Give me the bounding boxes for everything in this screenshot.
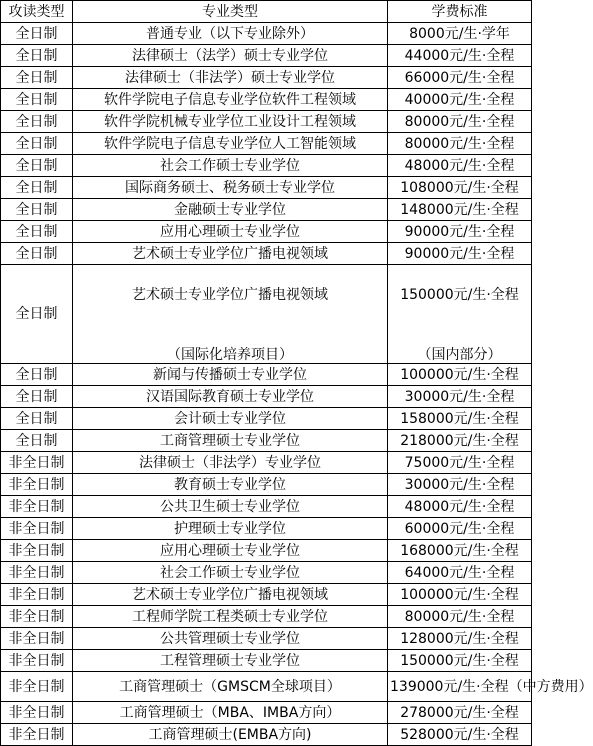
program-cell: 应用心理硕士专业学位 [73, 221, 388, 243]
study-type-cell: 全日制 [1, 364, 73, 386]
fee-main-text: 150000元/生·全程 [400, 287, 519, 303]
study-type-cell: 全日制 [1, 45, 73, 67]
study-type-cell: 非全日制 [1, 518, 73, 540]
program-cell: 金融硕士专业学位 [73, 199, 388, 221]
study-type-cell: 全日制 [1, 89, 73, 111]
table-row-international [1, 265, 532, 364]
table-row [1, 67, 532, 89]
fee-cell: 60000元/生·全程 [388, 518, 532, 540]
program-cell: 工商管理硕士（GMSCM全球项目） [73, 672, 388, 702]
fee-cell: 80000元/生·全程 [388, 133, 532, 155]
study-type-cell: 非全日制 [1, 474, 73, 496]
fee-note-text: （国内部分） [417, 347, 502, 363]
table-row [1, 562, 532, 584]
table-row [1, 628, 532, 650]
program-cell: 社会工作硕士专业学位 [73, 155, 388, 177]
program-cell [73, 265, 388, 364]
fee-cell: 90000元/生·全程 [388, 243, 532, 265]
fee-cell: 148000元/生·全程 [388, 199, 532, 221]
fee-cell: 168000元/生·全程 [388, 540, 532, 562]
table-row [1, 364, 532, 386]
program-cell: 艺术硕士专业学位广播电视领域 [73, 584, 388, 606]
header-fee: 学费标准 [388, 1, 532, 23]
program-cell: 汉语国际教育硕士专业学位 [73, 386, 388, 408]
table-row [1, 243, 532, 265]
fee-cell: 80000元/生·全程 [388, 606, 532, 628]
fee-cell [388, 265, 532, 364]
fee-cell: 48000元/生·全程 [388, 155, 532, 177]
fee-cell: 108000元/生·全程 [388, 177, 532, 199]
program-cell: 公共卫生硕士专业学位 [73, 496, 388, 518]
study-type-cell: 全日制 [1, 221, 73, 243]
table-row [1, 155, 532, 177]
fee-cell: 48000元/生·全程 [388, 496, 532, 518]
table-row [1, 23, 532, 45]
program-cell: 法律硕士（非法学）硕士专业学位 [73, 67, 388, 89]
program-cell: 国际商务硕士、税务硕士专业学位 [73, 177, 388, 199]
table-row [1, 408, 532, 430]
study-type-cell: 全日制 [1, 133, 73, 155]
program-cell: 公共管理硕士专业学位 [73, 628, 388, 650]
program-cell: 工商管理硕士（MBA、IMBA方向） [73, 702, 388, 724]
fee-cell: 139000元/生·全程（中方费用） [388, 672, 532, 702]
fee-cell: 75000元/生·全程 [388, 452, 532, 474]
study-type-cell: 非全日制 [1, 650, 73, 672]
study-type-cell: 全日制 [1, 67, 73, 89]
study-type-cell: 全日制 [1, 177, 73, 199]
study-type-cell: 全日制 [1, 265, 73, 364]
program-cell: 软件学院电子信息专业学位软件工程领域 [73, 89, 388, 111]
fee-cell: 40000元/生·全程 [388, 89, 532, 111]
fee-cell: 528000元/生·全程 [388, 724, 532, 746]
study-type-cell: 全日制 [1, 199, 73, 221]
study-type-cell: 全日制 [1, 386, 73, 408]
program-cell: 法律硕士（法学）硕士专业学位 [73, 45, 388, 67]
study-type-cell: 全日制 [1, 111, 73, 133]
fee-cell: 158000元/生·全程 [388, 408, 532, 430]
table-row [1, 177, 532, 199]
table-row [1, 540, 532, 562]
program-cell: 会计硕士专业学位 [73, 408, 388, 430]
fee-cell: 218000元/生·全程 [388, 430, 532, 452]
study-type-cell: 非全日制 [1, 562, 73, 584]
study-type-cell: 全日制 [1, 430, 73, 452]
program-cell: 工商管理硕士(EMBA方向) [73, 724, 388, 746]
fee-cell: 64000元/生·全程 [388, 562, 532, 584]
fee-cell: 150000元/生·全程 [388, 650, 532, 672]
table-row [1, 111, 532, 133]
study-type-cell: 非全日制 [1, 672, 73, 702]
program-cell: 艺术硕士专业学位广播电视领域 [73, 243, 388, 265]
program-cell: 应用心理硕士专业学位 [73, 540, 388, 562]
program-cell: 法律硕士（非法学）专业学位 [73, 452, 388, 474]
table-header-row [1, 1, 532, 23]
program-cell: 护理硕士专业学位 [73, 518, 388, 540]
fee-cell: 278000元/生·全程 [388, 702, 532, 724]
table-row [1, 452, 532, 474]
program-cell: 工商管理硕士专业学位 [73, 430, 388, 452]
table-row [1, 606, 532, 628]
study-type-cell: 全日制 [1, 408, 73, 430]
program-cell: 教育硕士专业学位 [73, 474, 388, 496]
study-type-cell: 全日制 [1, 243, 73, 265]
table-row [1, 518, 532, 540]
table-row-gmscm [1, 672, 532, 702]
table-row [1, 386, 532, 408]
fee-cell: 66000元/生·全程 [388, 67, 532, 89]
table-row [1, 584, 532, 606]
study-type-cell: 非全日制 [1, 702, 73, 724]
table-row [1, 430, 532, 452]
table-row [1, 702, 532, 724]
study-type-cell: 非全日制 [1, 452, 73, 474]
table-row [1, 474, 532, 496]
fee-cell: 8000元/生·学年 [388, 23, 532, 45]
study-type-cell: 非全日制 [1, 540, 73, 562]
fee-cell: 44000元/生·全程 [388, 45, 532, 67]
header-program: 专业类型 [73, 1, 388, 23]
program-cell: 工程师学院工程类硕士专业学位 [73, 606, 388, 628]
fee-cell: 30000元/生·全程 [388, 386, 532, 408]
study-type-cell: 全日制 [1, 23, 73, 45]
table-row [1, 199, 532, 221]
program-cell: 软件学院机械专业学位工业设计工程领域 [73, 111, 388, 133]
program-cell: 社会工作硕士专业学位 [73, 562, 388, 584]
study-type-cell: 全日制 [1, 155, 73, 177]
table-row [1, 650, 532, 672]
study-type-cell: 非全日制 [1, 724, 73, 746]
fee-cell: 100000元/生·全程 [388, 364, 532, 386]
study-type-cell: 非全日制 [1, 606, 73, 628]
study-type-cell: 非全日制 [1, 628, 73, 650]
table-row [1, 45, 532, 67]
program-cell: 新闻与传播硕士专业学位 [73, 364, 388, 386]
fee-cell: 90000元/生·全程 [388, 221, 532, 243]
program-cell: 软件学院电子信息专业学位人工智能领域 [73, 133, 388, 155]
program-cell: 工程管理硕士专业学位 [73, 650, 388, 672]
program-cell: 普通专业（以下专业除外） [73, 23, 388, 45]
table-row [1, 496, 532, 518]
fee-cell: 128000元/生·全程 [388, 628, 532, 650]
program-note-text: （国际化培养项目） [167, 347, 293, 363]
program-main-text: 艺术硕士专业学位广播电视领域 [132, 287, 328, 303]
header-study-type: 攻读类型 [1, 1, 73, 23]
fee-cell: 30000元/生·全程 [388, 474, 532, 496]
fee-cell: 80000元/生·全程 [388, 111, 532, 133]
study-type-cell: 非全日制 [1, 496, 73, 518]
study-type-cell: 非全日制 [1, 584, 73, 606]
table-row [1, 133, 532, 155]
table-row [1, 89, 532, 111]
table-row [1, 221, 532, 243]
table-row [1, 724, 532, 746]
fee-cell: 100000元/生·全程 [388, 584, 532, 606]
